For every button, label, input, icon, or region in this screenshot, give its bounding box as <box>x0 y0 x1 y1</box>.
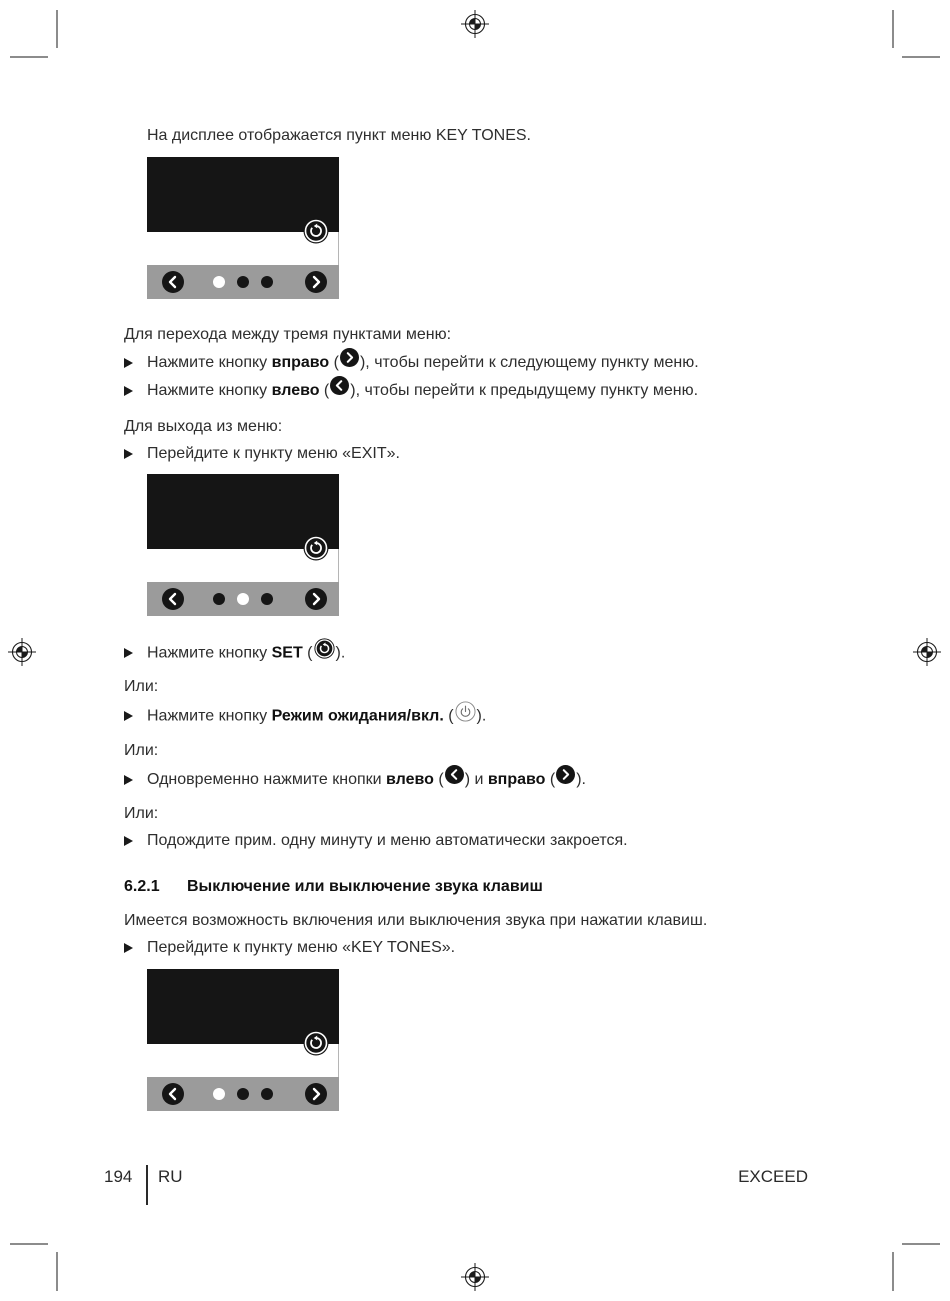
menu-dot <box>213 276 225 288</box>
step-press-set <box>124 643 345 663</box>
key-name: Режим ожидания/вкл. <box>271 707 444 725</box>
step-text: Одновременно нажмите кнопки <box>147 771 387 788</box>
paren-open: ( <box>443 707 454 725</box>
key-name: SET <box>271 644 303 662</box>
key-name: вправо <box>271 354 330 371</box>
menu-dot <box>261 593 273 605</box>
step-text: Перейдите к пункту меню «EXIT». <box>147 445 400 462</box>
display-illustration <box>147 969 339 1111</box>
menu-dot <box>261 276 273 288</box>
menu-dot <box>237 1088 249 1100</box>
step-press-standby <box>124 706 486 726</box>
section-title: Выключение или выключение звука клавиш <box>187 878 543 895</box>
left-arrow-icon <box>162 588 184 610</box>
bullet-triangle-icon <box>124 386 133 396</box>
menu-dot <box>237 276 249 288</box>
or-label: Или: <box>124 742 159 759</box>
display-illustration <box>147 157 339 299</box>
page-number: 194 <box>104 1167 133 1186</box>
language-code: RU <box>158 1167 183 1186</box>
step-press-both <box>124 770 586 790</box>
paren-open: ( <box>302 644 313 662</box>
registration-mark-bottom <box>461 1263 489 1291</box>
brand-name: EXCEED <box>738 1167 808 1186</box>
step-text: Подождите прим. одну минуту и меню автоматически закроется. <box>147 832 628 849</box>
step-text: ). <box>476 707 487 725</box>
step-go-key-tones <box>124 938 455 958</box>
left-arrow-icon <box>445 765 464 784</box>
set-icon <box>303 1030 329 1056</box>
menu-dots <box>213 1088 273 1100</box>
step-text: Перейдите к пункту меню «KEY TONES». <box>147 939 456 956</box>
section-text: Имеется возможность включения или выключения звука при нажатии клавиш. <box>124 912 708 929</box>
step-text: ). <box>335 644 346 662</box>
paren-open: ( <box>545 771 556 788</box>
step-text: Нажмите кнопку <box>147 644 272 662</box>
set-icon <box>303 535 329 561</box>
exit-intro: Для выхода из меню: <box>124 418 283 435</box>
bullet-triangle-icon <box>124 836 133 846</box>
set-icon <box>303 218 329 244</box>
step-text: ) и <box>464 771 488 788</box>
bullet-triangle-icon <box>124 358 133 368</box>
bullet-triangle-icon <box>124 775 133 785</box>
right-arrow-icon <box>340 348 359 367</box>
right-arrow-icon <box>305 1083 327 1105</box>
left-arrow-icon <box>330 376 349 395</box>
bullet-triangle-icon <box>124 711 133 721</box>
navigation-intro: Для перехода между тремя пунктами меню: <box>124 326 452 343</box>
key-name: влево <box>271 382 320 399</box>
step-text: Нажмите кнопку <box>147 354 272 371</box>
menu-dots <box>213 593 273 605</box>
section-number: 6.2.1 <box>124 878 160 895</box>
paren-open: ( <box>329 354 339 371</box>
step-text: ), чтобы перейти к предыдущему пункту меню. <box>350 382 699 399</box>
key-name: влево <box>386 771 434 788</box>
key-name: вправо <box>487 771 546 788</box>
intro-text: На дисплее отображается пункт меню KEY TONES. <box>147 127 531 144</box>
left-arrow-icon <box>162 1083 184 1105</box>
right-arrow-icon <box>305 588 327 610</box>
menu-dots <box>213 276 273 288</box>
paren-open: ( <box>433 771 444 788</box>
registration-mark-right <box>913 638 941 666</box>
power-icon <box>455 701 476 722</box>
step-go-exit <box>124 444 400 464</box>
menu-dot <box>213 593 225 605</box>
or-label: Или: <box>124 805 159 822</box>
right-arrow-icon <box>556 765 575 784</box>
paren-open: ( <box>319 382 330 399</box>
footer-divider <box>146 1165 148 1205</box>
right-arrow-icon <box>305 271 327 293</box>
step-wait <box>124 831 628 851</box>
menu-dot <box>213 1088 225 1100</box>
step-text: Нажмите кнопку <box>147 707 272 725</box>
bullet-triangle-icon <box>124 943 133 953</box>
left-arrow-icon <box>162 271 184 293</box>
menu-dot <box>237 593 249 605</box>
step-text: Нажмите кнопку <box>147 382 272 399</box>
set-icon <box>314 638 335 659</box>
step-previous-item <box>124 381 698 401</box>
or-label: Или: <box>124 678 159 695</box>
display-illustration <box>147 474 339 616</box>
bullet-triangle-icon <box>124 449 133 459</box>
step-text: ), чтобы перейти к следующему пункту меню. <box>359 354 699 371</box>
step-next-item <box>124 353 699 373</box>
bullet-triangle-icon <box>124 648 133 658</box>
menu-dot <box>261 1088 273 1100</box>
registration-mark-left <box>8 638 36 666</box>
step-text: ). <box>576 771 586 788</box>
registration-mark-top <box>461 10 489 38</box>
